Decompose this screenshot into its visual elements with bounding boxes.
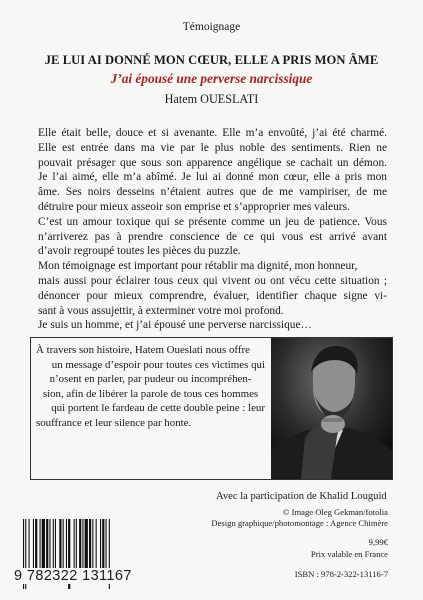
synopsis-line: pouvait présager que sous son apparence angélique se cachait un démon. [38,156,387,169]
isbn: ISBN : 978-2-322-13116-7 [294,569,388,579]
box-line: À travers son histoire, Hatem Oueslati nous offre [36,344,250,356]
synopsis-line: Je l’ai aimé, elle m’a abîmé. Je lui ai donné mon cœur, elle a pris mon [38,171,387,184]
synopsis-line: Je suis un homme, et j’ai épousé une perverse narcissique… [38,319,312,332]
price-note: Prix valable en France [310,548,388,559]
barcode-digits: 9 782322 131167 [12,568,154,584]
synopsis-line: C’est un amour toxique qui se présente comme un jeu de patience. Vous [38,215,387,228]
synopsis-line: âme. Ses noirs desseins n’étaient autres que de me vampiriser, de me [38,186,387,199]
box-line: n’osent en parler, par pudeur ou incompréhen- [49,373,252,386]
credit-image: © Image Oleg Gekman/fotolia [282,507,388,517]
synopsis-line: Mon témoignage est important pour rétablir ma dignité, mon honneur, [38,260,358,273]
book-subtitle: J’ai épousé une perverse narcissique [110,71,313,86]
synopsis [38,126,387,333]
book-title: JE LUI AI DONNÉ MON CŒUR, ELLE A PRIS MON ÂME [44,53,379,67]
participation-note: Avec la participation de Khalid Louguid [216,491,387,502]
synopsis-line: détruire pour mieux asseoir son emprise et s’approprier mes valeurs. [38,200,350,213]
box-line: un message d’espoir pour toutes ces victimes qui [51,358,265,371]
credits [208,507,388,529]
box-line: sion, afin de libérer la parole de tous ces hommes [42,387,259,400]
author-portrait-illustration [271,338,392,479]
price-block [300,537,388,560]
synopsis-line: sant à vous assujettir, à exterminer votre moi profond. [38,304,284,317]
author-name: Hatem OUESLATI [164,92,259,106]
credit-design: Design graphique/photomontage : Agence Chimère [211,518,388,529]
synopsis-line: dénoncer pour mieux comprendre, évaluer, identifier chaque signe vi- [38,289,387,302]
synopsis-line: d’avoir regroupé toutes les pièces du puzzle. [38,245,241,258]
box-line: souffrance et leur silence par honte. [36,416,192,429]
synopsis-line: n’arriverez pas à prendre conscience de ce qui vous est arrivé avant [38,230,387,243]
author-box [30,337,393,480]
synopsis-line: Elle était belle, douce et si avenante. Elle m’a envoûté, j’ai été charmé. [38,127,387,139]
synopsis-line: mais aussi pour éclairer tous ceux qui vivent ou ont vécu cette situation ; [38,274,387,287]
author-box-text [36,343,265,431]
box-line: qui portent le fardeau de cette double peine : leur [51,402,265,415]
synopsis-line: Elle est entrée dans ma vie par le plus noble des sentiments. Rien ne [38,141,387,154]
genre-label: Témoignage [182,21,241,33]
author-photo [271,338,392,479]
price: 9,99€ [368,537,388,547]
